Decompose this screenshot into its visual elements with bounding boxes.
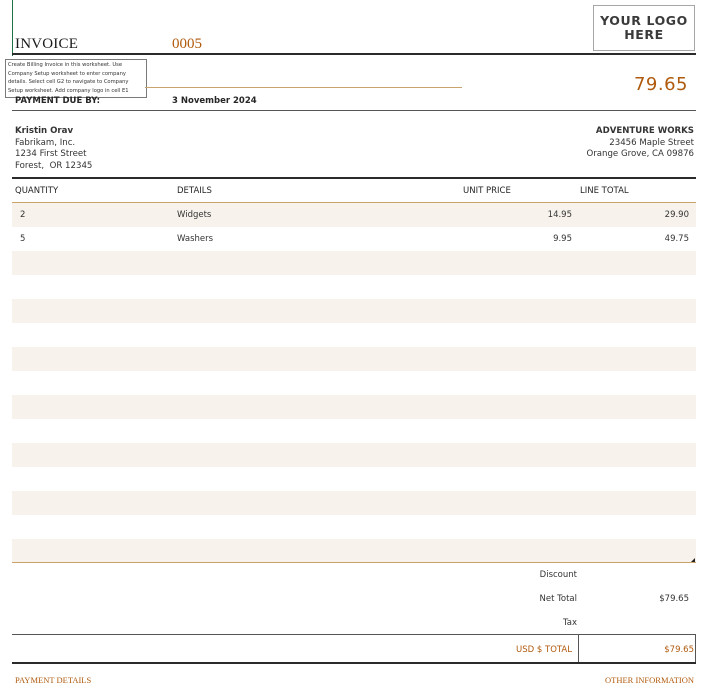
payment-due-date[interactable]: 3 November 2024 <box>172 96 257 106</box>
table-row[interactable] <box>12 275 696 299</box>
table-row[interactable] <box>12 323 696 347</box>
cell-unit-price[interactable]: 9.95 <box>553 234 572 244</box>
customer-name: Kristin Orav <box>15 126 74 136</box>
cell-quantity[interactable]: 5 <box>20 234 26 244</box>
column-header-unit-price[interactable]: UNIT PRICE <box>463 186 511 196</box>
column-header-line-total[interactable]: LINE TOTAL <box>580 186 629 196</box>
tax-label: Tax <box>562 618 577 628</box>
grand-total-value[interactable]: $79.65 <box>664 645 694 655</box>
cell-selection-edge <box>12 0 13 56</box>
invoice-title[interactable]: INVOICE <box>15 36 79 52</box>
invoice-number[interactable]: 0005 <box>172 36 202 52</box>
customer-city: Forest, OR 12345 <box>15 160 93 171</box>
discount-label: Discount <box>539 570 577 580</box>
table-resize-handle[interactable] <box>691 558 695 562</box>
cell-line-total[interactable]: 29.90 <box>664 210 689 220</box>
invoice-total-display[interactable]: 79.65 <box>633 74 688 95</box>
cell-unit-price[interactable]: 14.95 <box>547 210 572 220</box>
payment-due-label: PAYMENT DUE BY: <box>15 96 101 106</box>
table-row[interactable] <box>12 443 696 467</box>
table-row[interactable] <box>12 371 696 395</box>
accent-underline <box>145 87 462 88</box>
table-row[interactable] <box>12 515 696 539</box>
logo-text-line2: HERE <box>624 27 664 42</box>
logo-placeholder[interactable] <box>593 5 695 51</box>
table-row[interactable] <box>12 347 696 371</box>
address-divider <box>12 177 696 179</box>
net-total-value[interactable]: $79.65 <box>659 594 689 604</box>
customer-street: 1234 First Street <box>15 149 87 160</box>
table-row[interactable] <box>12 227 696 251</box>
table-end-divider <box>12 562 696 563</box>
company-name: ADVENTURE WORKS <box>595 126 694 136</box>
due-divider <box>12 110 696 111</box>
company-city: Orange Grove, CA 09876 <box>586 149 694 160</box>
logo-text-line1: YOUR LOGO <box>600 13 688 28</box>
cell-details[interactable]: Washers <box>177 234 214 244</box>
table-row[interactable] <box>12 203 696 227</box>
net-total-label: Net Total <box>539 594 577 604</box>
other-information-heading[interactable]: OTHER INFORMATION <box>604 675 694 685</box>
instruction-tooltip: Create Billing Invoice in this worksheet. Use Company Setup worksheet to enter company details. Select cell G2 to navigate to Company Setup worksheet. Add company logo in cell E1 <box>5 59 147 98</box>
grand-total-top-border <box>12 634 696 635</box>
grand-total-right-border <box>695 634 696 662</box>
header-divider <box>12 53 696 55</box>
table-row[interactable] <box>12 539 696 563</box>
grand-total-cell-border <box>578 634 579 662</box>
cell-quantity[interactable]: 2 <box>20 210 26 220</box>
table-row[interactable] <box>12 299 696 323</box>
cell-details[interactable]: Widgets <box>177 210 212 220</box>
column-header-details[interactable]: DETAILS <box>177 186 212 196</box>
table-row[interactable] <box>12 467 696 491</box>
column-header-quantity[interactable]: QUANTITY <box>15 186 59 196</box>
company-address[interactable] <box>586 126 694 161</box>
invoice-line-items <box>12 203 696 563</box>
grand-total-label: USD $ TOTAL <box>516 645 572 655</box>
cell-line-total[interactable]: 49.75 <box>664 234 689 244</box>
bill-to-address[interactable] <box>15 126 92 172</box>
table-row[interactable] <box>12 251 696 275</box>
customer-company: Fabrikam, Inc. <box>15 137 76 148</box>
company-street: 23456 Maple Street <box>609 137 694 148</box>
grand-total-bottom-border <box>12 662 696 664</box>
table-row[interactable] <box>12 419 696 443</box>
table-row[interactable] <box>12 395 696 419</box>
table-row[interactable] <box>12 491 696 515</box>
payment-details-heading[interactable]: PAYMENT DETAILS <box>15 675 92 685</box>
